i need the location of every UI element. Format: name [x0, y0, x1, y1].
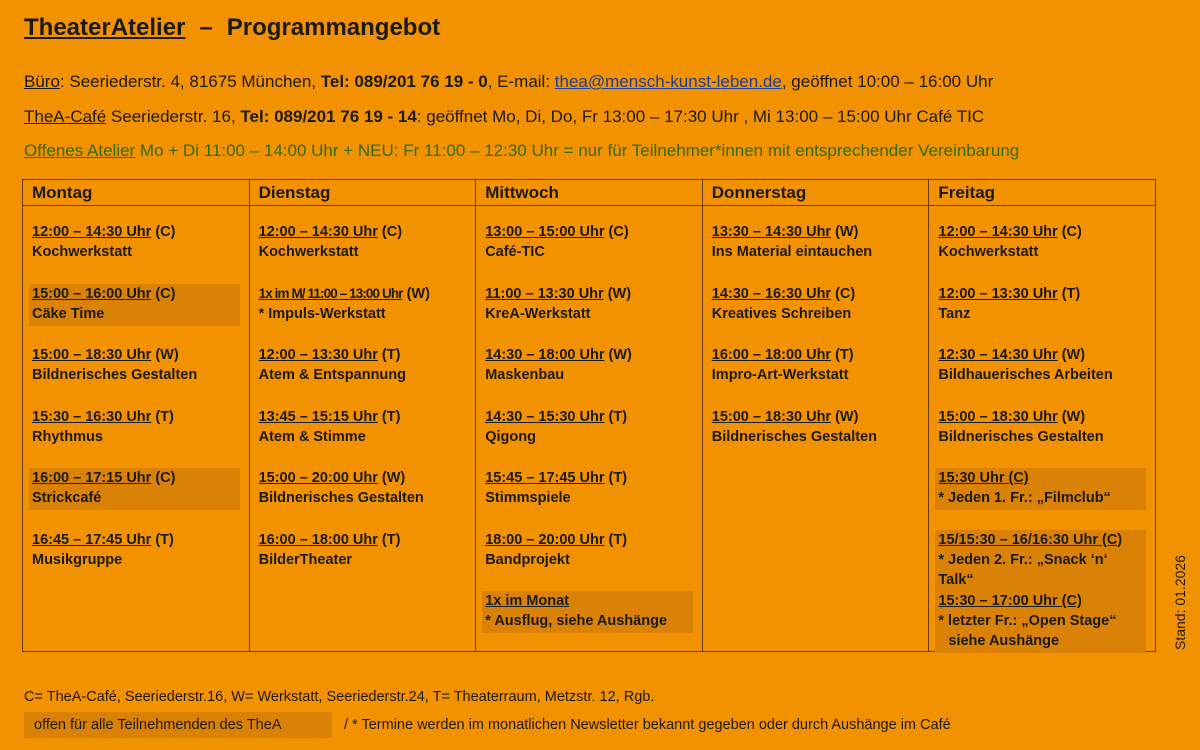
day-entries	[23, 206, 249, 589]
entry-title: Cäke Time	[32, 305, 105, 322]
entry-title: Kochwerkstatt	[32, 244, 132, 260]
entry-location-code: (C)	[151, 285, 176, 302]
schedule-entry	[709, 220, 923, 282]
entry-time: 15:00 – 18:30 Uhr	[711, 408, 832, 425]
entry-location-code: (T)	[1057, 285, 1081, 302]
entry-location-code: (C)	[604, 224, 629, 240]
entry-time: 12:00 – 13:30 Uhr	[258, 347, 378, 363]
entry-time: 12:00 – 14:30 Uhr	[258, 224, 378, 240]
day-entries	[476, 206, 702, 651]
day-column-donnerstag	[703, 180, 930, 651]
entry-time: 15:00 – 18:30 Uhr	[32, 347, 152, 363]
schedule-entry	[482, 528, 696, 590]
entry-time: 15/15:30 – 16/16:30 Uhr (C)	[938, 531, 1123, 548]
day-entries	[250, 206, 476, 589]
entry-title: Bildhauerisches Arbeiten	[938, 367, 1113, 383]
day-header: Dienstag	[250, 180, 476, 206]
entry-time: 14:30 – 15:30 Uhr	[485, 408, 605, 425]
entry-time: 13:30 – 14:30 Uhr	[711, 224, 832, 240]
entry-location-code: (T)	[377, 347, 401, 363]
entry-location-code: (W)	[1057, 347, 1086, 363]
entry-location-code: (W)	[377, 470, 406, 486]
schedule-entry	[482, 220, 696, 282]
entry-time: 15:30 – 16:30 Uhr	[32, 408, 152, 425]
entry-title: Stimmspiele	[485, 490, 571, 506]
schedule-entry	[709, 405, 923, 467]
schedule-entry	[256, 405, 470, 467]
day-column-montag	[23, 180, 250, 651]
cafe-label: TheA-Café	[24, 107, 107, 126]
schedule-entry	[482, 343, 696, 405]
entry-time: 15:30 – 17:00 Uhr (C)	[938, 593, 1082, 609]
entry-location-code: (T)	[604, 408, 628, 425]
day-entries	[929, 206, 1155, 651]
entry-time: 15:00 – 16:00 Uhr	[32, 285, 152, 302]
schedule-entry	[256, 528, 470, 590]
newsletter-note: / * Termine werden im monatlichen Newsletter bekannt gegeben oder durch Aushänge im Café	[344, 717, 951, 733]
entry-time: 13:00 – 15:00 Uhr	[485, 224, 605, 240]
day-header: Montag	[23, 180, 249, 206]
entry-location-code: (W)	[151, 347, 179, 363]
entry-time: 14:30 – 18:00 Uhr	[485, 347, 605, 363]
office-label: Büro	[24, 72, 60, 91]
entry-time: 16:00 – 18:00 Uhr	[258, 531, 378, 548]
entry-title: Bildnerisches Gestalten	[938, 428, 1104, 445]
day-column-dienstag	[250, 180, 477, 651]
schedule-entry	[482, 466, 696, 528]
entry-time: 16:45 – 17:45 Uhr	[32, 531, 152, 548]
open-atelier-label: Offenes Atelier	[24, 141, 136, 160]
schedule-entry	[935, 405, 1149, 467]
schedule-entry	[935, 466, 1149, 528]
schedule-entry	[709, 282, 923, 344]
schedule-entry	[256, 343, 470, 405]
location-legend: C= TheA-Café, Seeriederstr.16, W= Werkstatt, Seeriederstr.24, T= Theaterraum, Metzstr. 12, Rgb.	[24, 689, 655, 705]
entry-time: 12:00 – 13:30 Uhr	[938, 285, 1058, 302]
entry-location-code: (T)	[151, 531, 174, 548]
schedule-entry	[256, 466, 470, 528]
title-dash: –	[199, 14, 213, 41]
entry-location-code: (C)	[151, 470, 176, 486]
entry-time: 15:00 – 20:00 Uhr	[258, 470, 378, 486]
office-email-link[interactable]: thea@mensch-kunst-leben.de	[554, 72, 782, 91]
day-header: Donnerstag	[703, 180, 929, 206]
open-atelier-text: Mo + Di 11:00 – 14:00 Uhr + NEU: Fr 11:00 – 12:30 Uhr = nur für Teilnehmer*innen mit entsprechender Vereinbarung	[135, 141, 1020, 160]
schedule-entry	[29, 220, 243, 282]
entry-title: Atem & Entspannung	[258, 367, 407, 383]
entry-title: Kochwerkstatt	[258, 244, 359, 260]
schedule-entry	[482, 405, 696, 467]
entry-title: * Jeden 2. Fr.: „Snack ‘n‘ Talk“	[938, 551, 1108, 588]
entry-time: 14:30 – 16:30 Uhr	[711, 285, 832, 302]
office-info-line	[24, 72, 993, 92]
day-column-mittwoch	[476, 180, 703, 651]
entry-title: Musikgruppe	[32, 551, 123, 568]
schedule-entry	[29, 466, 243, 528]
schedule-entry	[935, 282, 1149, 344]
entry-time: 16:00 – 18:00 Uhr	[711, 347, 832, 363]
entry-title: Kochwerkstatt	[938, 244, 1039, 260]
open-for-all-badge: offen für alle Teilnehmenden des TheA	[24, 712, 332, 738]
entry-location-code: (T)	[604, 470, 628, 486]
entry-time: 13:45 – 15:15 Uhr	[258, 408, 378, 425]
entry-title: Bandprojekt	[485, 551, 570, 568]
open-atelier-line	[24, 141, 1019, 161]
footer	[24, 712, 951, 738]
entry-location-code: (W)	[604, 347, 632, 363]
entry-time: 16:00 – 17:15 Uhr	[32, 470, 152, 486]
entry-time: 1x im M/ 11:00 – 13:00 Uhr	[258, 285, 403, 301]
entry-title: Rhythmus	[32, 428, 103, 445]
cafe-hours: : geöffnet Mo, Di, Do, Fr 13:00 – 17:30 Uhr , Mi 13:00 – 15:00 Uhr Café TIC	[416, 107, 985, 126]
entry-title: KreA-Werkstatt	[485, 305, 591, 322]
entry-location-code: (T)	[377, 531, 401, 548]
entry-time: 12:30 – 14:30 Uhr	[938, 347, 1058, 363]
entry-time: 12:00 – 14:30 Uhr	[938, 224, 1058, 240]
entry-time: 12:00 – 14:30 Uhr	[32, 224, 152, 240]
entry-location-code: (W)	[402, 285, 430, 302]
schedule-entry	[935, 589, 1149, 651]
entry-title: Maskenbau	[485, 367, 565, 383]
entry-location-code: (T)	[831, 347, 854, 363]
entry-title: Impro-Art-Werkstatt	[711, 367, 849, 383]
entry-location-code: (C)	[151, 224, 176, 240]
entry-title: Strickcafé	[32, 490, 102, 506]
entry-title: Tanz	[938, 305, 971, 322]
stand-date: Stand: 01.2026	[1172, 555, 1188, 650]
office-phone: Tel: 089/201 76 19 - 0	[320, 72, 488, 91]
page-title	[24, 14, 440, 42]
entry-title: * letzter Fr.: „Open Stage“	[938, 613, 1117, 629]
entry-title: Ins Material eintauchen	[711, 244, 873, 260]
schedule-entry	[709, 343, 923, 405]
schedule-entry	[935, 343, 1149, 405]
day-column-freitag	[929, 180, 1155, 651]
cafe-phone: Tel: 089/201 76 19 - 14	[240, 107, 417, 126]
schedule-entry	[29, 282, 243, 344]
entry-title: Kreatives Schreiben	[711, 305, 852, 322]
entry-time: 18:00 – 20:00 Uhr	[485, 531, 605, 548]
schedule-entry	[29, 528, 243, 590]
entry-location-code: (C)	[377, 224, 403, 240]
entry-time: 11:00 – 13:30 Uhr	[485, 285, 604, 302]
entry-title: BilderTheater	[258, 551, 353, 568]
entry-time: 15:00 – 18:30 Uhr	[938, 408, 1058, 425]
entry-time: 15:30 Uhr (C)	[938, 470, 1029, 486]
office-hours: , geöffnet 10:00 – 16:00 Uhr	[781, 72, 994, 91]
entry-location-code: (T)	[377, 408, 401, 425]
entry-time: 1x im Monat	[485, 593, 569, 609]
day-header: Freitag	[929, 180, 1155, 206]
entry-title: Qigong	[485, 428, 536, 445]
entry-title: * Ausflug, siehe Aushänge	[485, 613, 668, 629]
entry-title: Atem & Stimme	[258, 428, 366, 445]
entry-title: * Jeden 1. Fr.: „Filmclub“	[938, 490, 1111, 506]
entry-location-code: (W)	[603, 285, 632, 302]
entry-extra: siehe Aushänge	[948, 633, 1060, 649]
schedule-entry	[482, 282, 696, 344]
entry-location-code: (T)	[151, 408, 174, 425]
title-rest: Programmangebot	[226, 14, 441, 41]
schedule-entry	[29, 343, 243, 405]
entry-title: Bildnerisches Gestalten	[32, 367, 198, 383]
schedule-entry	[29, 405, 243, 467]
schedule-entry	[935, 528, 1149, 590]
cafe-address: Seeriederstr. 16,	[106, 107, 241, 126]
entry-title: Bildnerisches Gestalten	[711, 428, 877, 445]
schedule-entry	[256, 282, 470, 344]
entry-location-code: (C)	[831, 285, 856, 302]
schedule-entry	[482, 589, 696, 651]
title-name: TheaterAtelier	[24, 14, 186, 41]
entry-location-code: (W)	[831, 224, 859, 240]
office-email-label: , E-mail:	[487, 72, 555, 91]
weekly-schedule-table	[22, 179, 1156, 652]
entry-title: Café-TIC	[485, 244, 545, 260]
entry-location-code: (W)	[831, 408, 859, 425]
schedule-entry	[935, 220, 1149, 282]
entry-location-code: (C)	[1057, 224, 1082, 240]
office-address: : Seeriederstr. 4, 81675 München,	[59, 72, 321, 91]
cafe-info-line	[24, 107, 984, 127]
entry-location-code: (T)	[604, 531, 628, 548]
entry-location-code: (W)	[1057, 408, 1086, 425]
schedule-entry	[256, 220, 470, 282]
entry-title: Bildnerisches Gestalten	[258, 490, 424, 506]
entry-title: * Impuls-Werkstatt	[258, 305, 386, 322]
day-entries	[703, 206, 929, 466]
day-header: Mittwoch	[476, 180, 702, 206]
entry-time: 15:45 – 17:45 Uhr	[485, 470, 605, 486]
